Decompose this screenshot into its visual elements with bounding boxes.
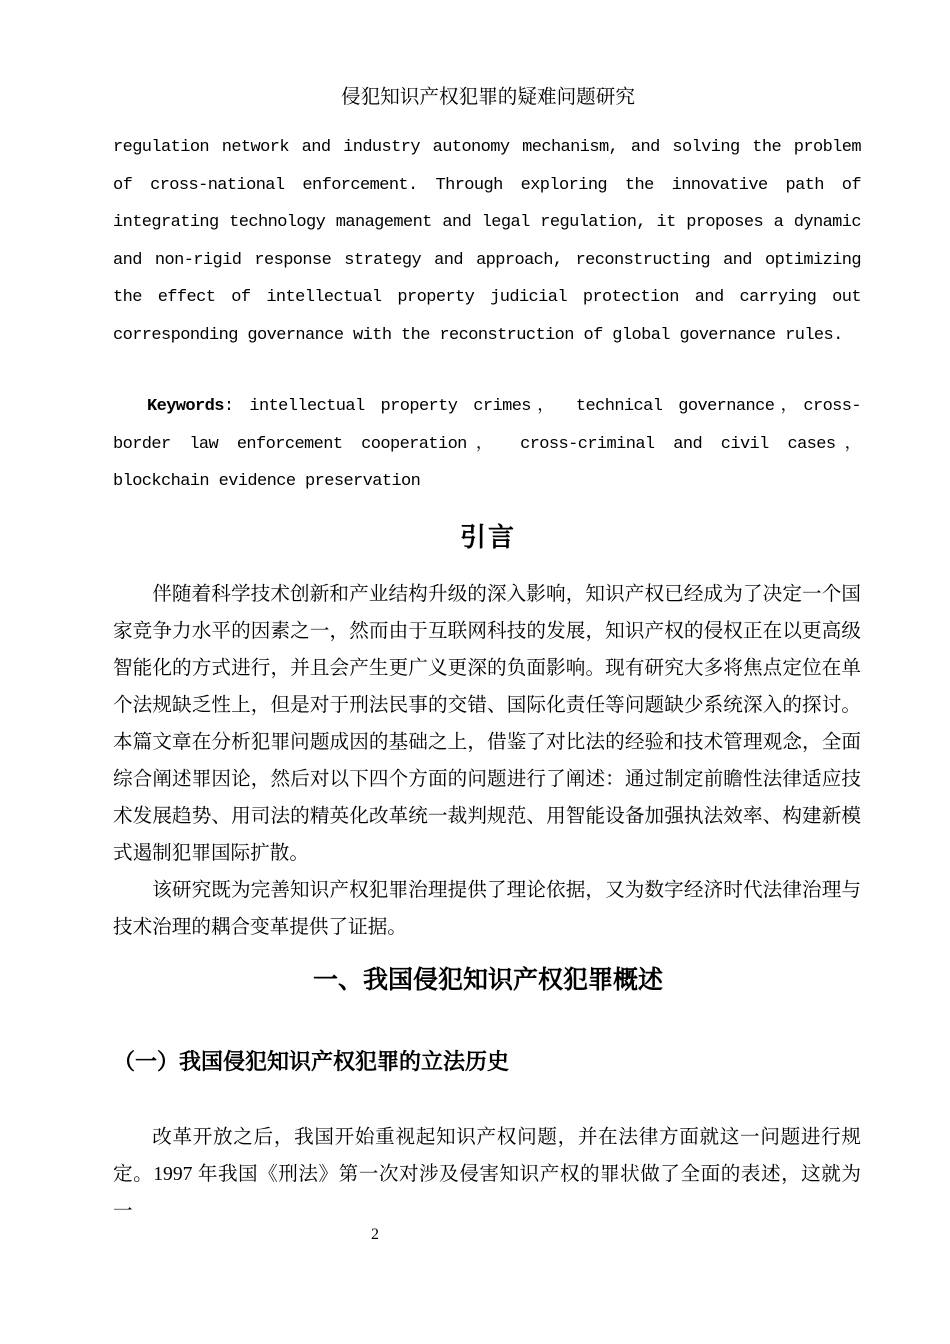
introduction-heading: 引言 xyxy=(459,522,516,552)
section-one-subsection-heading: （一）我国侵犯知识产权犯罪的立法历史 xyxy=(113,1049,510,1074)
abstract-continuation-paragraph: regulation network and industry autonomy mechanism, and solving the problem of cross-national enforcement. Through exploring the innovative path of integrating technology management and legal regulation, it proposes a dynamic and non-rigid response strategy and approach, reconstructing and optimizing the effect of intellectual property judicial protection and carrying out corresponding governance with the reconstruction of global governance rules. xyxy=(113,138,861,345)
introduction-paragraph-2: 该研究既为完善知识产权犯罪治理提供了理论依据，又为数字经济时代法律治理与技术治理的耦合变革提供了证据。 xyxy=(113,880,861,938)
keywords-label: Keywords xyxy=(147,397,224,416)
keywords-text: : intellectual property crimes， technical governance，cross-border law enforcement cooperation， cross-criminal and civil cases，blockchain evidence preservation xyxy=(113,397,861,491)
keywords-paragraph xyxy=(113,388,861,501)
running-header-title: 侵犯知识产权犯罪的疑难问题研究 xyxy=(341,87,635,108)
introduction-paragraph-1: 伴随着科学技术创新和产业结构升级的深入影响，知识产权已经成为了决定一个国家竞争力水平的因素之一，然而由于互联网科技的发展，知识产权的侵权正在以更高级智能化的方式进行，并且会产生更广义更深的负面影响。现有研究大多将焦点定位在单个法规缺乏性上，但是对于刑法民事的交错、国际化责任等问题缺少系统深入的探讨。本篇文章在分析犯罪问题成因的基础之上，借鉴了对比法的经验和技术管理观念，全面综合阐述罪因论，然后对以下四个方面的问题进行了阐述：通过制定前瞻性法律适应技术发展趋势、用司法的精英化改革统一裁判规范、用智能设备加强执法效率、构建新模式遏制犯罪国际扩散。 xyxy=(113,584,861,864)
section-one-heading: 一、我国侵犯知识产权犯罪概述 xyxy=(312,966,663,994)
page-number: 2 xyxy=(371,1226,379,1243)
section-one-paragraph: 改革开放之后，我国开始重视起知识产权问题，并在法律方面就这一问题进行规定。1997 年我国《刑法》第一次对涉及侵害知识产权的罪状做了全面的表述，这就为一 xyxy=(113,1127,861,1222)
